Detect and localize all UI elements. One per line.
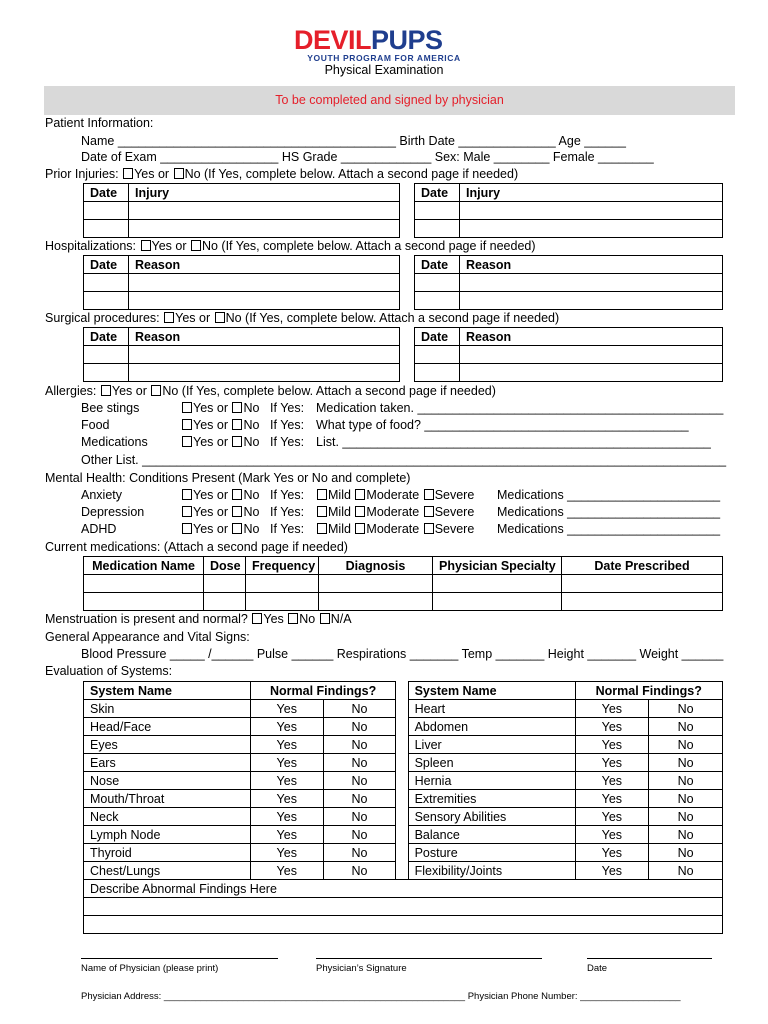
checkbox-mild[interactable]	[317, 489, 327, 500]
checkbox-mild[interactable]	[317, 523, 327, 534]
date-label: Date	[587, 963, 608, 974]
mental-health-label: Mental Health: Conditions Present (Mark Yes or No and complete)	[45, 471, 411, 485]
yes-text: Yes or	[193, 488, 232, 502]
table-cell[interactable]	[84, 202, 129, 220]
checkbox-moderate[interactable]	[355, 506, 365, 517]
column-gap	[396, 826, 408, 844]
physician-name-label: Name of Physician (please print)	[81, 963, 219, 974]
yes-option[interactable]: Yes	[250, 862, 323, 880]
hosp-yes-text: Yes or	[151, 239, 190, 253]
menstruation-na-checkbox[interactable]	[320, 613, 330, 624]
menstruation-yes-checkbox[interactable]	[252, 613, 262, 624]
no-text: No	[243, 522, 260, 536]
table-row	[84, 844, 723, 862]
table-cell[interactable]	[204, 593, 246, 611]
system-name-cell: Head/Face	[84, 718, 251, 736]
injuries-yes-checkbox[interactable]	[123, 168, 133, 179]
if-yes-label: If Yes:	[270, 418, 305, 432]
col-header-date-prescribed: Date Prescribed	[562, 557, 723, 575]
logo-devil: DEVIL	[294, 25, 372, 55]
date-line[interactable]	[587, 958, 712, 959]
table-cell[interactable]	[460, 220, 723, 238]
column-gap	[396, 772, 408, 790]
checkbox-mild[interactable]	[317, 506, 327, 517]
yes-text: Yes	[263, 612, 288, 626]
systems-table	[83, 681, 723, 934]
abnormal-findings-input[interactable]	[84, 898, 723, 916]
no-text: No	[243, 435, 260, 449]
abnormal-findings-label: Describe Abnormal Findings Here	[84, 880, 723, 898]
surg-label-text: Surgical procedures:	[45, 311, 164, 325]
allergies-no-checkbox[interactable]	[151, 385, 161, 396]
table-cell[interactable]	[204, 575, 246, 593]
surg-table-left	[83, 327, 400, 382]
col-header-system-name: System Name	[408, 682, 575, 700]
if-yes-label: If Yes:	[270, 401, 305, 415]
medications-line: Medications ______________________	[497, 505, 721, 519]
hosp-table-left	[83, 255, 400, 310]
allergies-label-text: Allergies:	[45, 384, 100, 398]
yes-option[interactable]: Yes	[250, 736, 323, 754]
no-option[interactable]: No	[649, 772, 723, 790]
table-cell[interactable]	[460, 346, 723, 364]
column-gap	[396, 808, 408, 826]
col-header-normal-findings: Normal Findings?	[575, 682, 723, 700]
col-header-date: Date	[84, 256, 129, 274]
systems-header-row	[84, 682, 723, 700]
injuries-yes-text: Yes or	[134, 167, 173, 181]
col-header-date: Date	[415, 184, 460, 202]
mental-item-name: Anxiety	[81, 488, 122, 502]
col-header-medication-name: Medication Name	[84, 557, 204, 575]
allergy-detail: List. _____________________________________________________	[316, 435, 711, 449]
yes-option[interactable]: Yes	[250, 826, 323, 844]
no-option[interactable]: No	[323, 772, 396, 790]
col-header-date: Date	[415, 328, 460, 346]
table-cell[interactable]	[84, 575, 204, 593]
checkbox-moderate[interactable]	[355, 523, 365, 534]
no-option[interactable]: No	[649, 736, 723, 754]
column-gap	[396, 736, 408, 754]
table-cell[interactable]	[433, 593, 562, 611]
yes-text: Yes or	[193, 401, 232, 415]
allergy-other: Other List. ____________________________________________________________________________________	[81, 453, 727, 467]
no-option[interactable]: No	[649, 808, 723, 826]
system-name-cell: Heart	[408, 700, 575, 718]
current-medications-label: Current medications: (Attach a second page if needed)	[45, 540, 348, 554]
checkbox-yes[interactable]	[182, 523, 192, 534]
no-option[interactable]: No	[323, 736, 396, 754]
patient-info-heading: Patient Information:	[45, 116, 154, 130]
allergy-item-yesno	[181, 401, 259, 416]
no-option[interactable]: No	[649, 862, 723, 880]
table-row	[84, 826, 723, 844]
yes-option[interactable]: Yes	[575, 862, 649, 880]
yes-option[interactable]: Yes	[575, 700, 649, 718]
yes-option[interactable]: Yes	[575, 826, 649, 844]
no-text: No	[243, 418, 260, 432]
table-cell[interactable]	[433, 575, 562, 593]
yes-option[interactable]: Yes	[575, 772, 649, 790]
table-cell[interactable]	[84, 364, 129, 382]
col-header-dose: Dose	[204, 557, 246, 575]
table-cell[interactable]	[415, 364, 460, 382]
vitals-row: Blood Pressure _____ /______ Pulse ______ Respirations _______ Temp _______ Height _______ Weight ______	[81, 647, 724, 661]
table-cell[interactable]	[84, 220, 129, 238]
surg-no-checkbox[interactable]	[215, 312, 225, 323]
no-option[interactable]: No	[323, 826, 396, 844]
injuries-no-text: No (If Yes, complete below. Attach a second page if needed)	[184, 167, 519, 181]
table-cell[interactable]	[460, 274, 723, 292]
severe-text: Severe	[434, 488, 475, 502]
mental-item-yesno	[181, 505, 259, 520]
injuries-table-left	[83, 183, 400, 238]
physician-signature-label: Physician’s Signature	[316, 963, 407, 974]
table-row	[84, 736, 723, 754]
checkbox-no[interactable]	[232, 523, 242, 534]
no-option[interactable]: No	[323, 808, 396, 826]
yes-option[interactable]: Yes	[575, 844, 649, 862]
moderate-text: Moderate	[366, 488, 423, 502]
no-option[interactable]: No	[323, 844, 396, 862]
yes-option[interactable]: Yes	[250, 754, 323, 772]
hosp-label-text: Hospitalizations:	[45, 239, 140, 253]
system-name-cell: Flexibility/Joints	[408, 862, 575, 880]
system-name-cell: Chest/Lungs	[84, 862, 251, 880]
if-yes-label: If Yes:	[270, 435, 305, 449]
logo-pups: PUPS	[371, 25, 443, 55]
mental-item-yesno	[181, 522, 259, 537]
yes-option[interactable]: Yes	[575, 718, 649, 736]
yes-text: Yes or	[193, 418, 232, 432]
checkbox-severe[interactable]	[424, 489, 434, 500]
injuries-label-text: Prior Injuries:	[45, 167, 123, 181]
checkbox-no[interactable]	[232, 419, 242, 430]
allergy-item-name: Food	[81, 418, 110, 432]
system-name-cell: Neck	[84, 808, 251, 826]
table-cell[interactable]	[562, 575, 723, 593]
systems-label: Evaluation of Systems:	[45, 664, 173, 678]
col-header-date: Date	[84, 184, 129, 202]
system-name-cell: Hernia	[408, 772, 575, 790]
na-text: N/A	[330, 612, 352, 626]
column-gap	[396, 790, 408, 808]
checkbox-yes[interactable]	[182, 489, 192, 500]
hosp-yes-checkbox[interactable]	[141, 240, 151, 251]
col-header-frequency: Frequency	[246, 557, 319, 575]
col-header-diagnosis: Diagnosis	[319, 557, 433, 575]
yes-option[interactable]: Yes	[575, 754, 649, 772]
hosp-table-right	[414, 255, 723, 310]
column-gap	[396, 700, 408, 718]
yes-option[interactable]: Yes	[575, 808, 649, 826]
menstruation-row	[45, 612, 352, 627]
severity-options	[316, 522, 474, 537]
mild-text: Mild	[328, 522, 355, 536]
if-yes-label: If Yes:	[270, 505, 305, 519]
allergy-item-name: Bee stings	[81, 401, 140, 415]
table-cell[interactable]	[415, 202, 460, 220]
no-option[interactable]: No	[649, 754, 723, 772]
col-header-reason: Reason	[129, 328, 400, 346]
physician-signature-line[interactable]	[316, 958, 542, 959]
no-option[interactable]: No	[649, 700, 723, 718]
table-cell[interactable]	[319, 575, 433, 593]
yes-option[interactable]: Yes	[575, 736, 649, 754]
if-yes-label: If Yes:	[270, 488, 305, 502]
moderate-text: Moderate	[366, 505, 423, 519]
yes-option[interactable]: Yes	[250, 700, 323, 718]
system-name-cell: Extremities	[408, 790, 575, 808]
medications-line: Medications ______________________	[497, 522, 721, 536]
medications-table	[83, 556, 723, 611]
checkbox-yes[interactable]	[182, 419, 192, 430]
allergies-no-text: No (If Yes, complete below. Attach a second page if needed)	[162, 384, 496, 398]
table-cell[interactable]	[460, 364, 723, 382]
yes-option[interactable]: Yes	[250, 808, 323, 826]
allergy-item-yesno	[181, 435, 259, 450]
col-header-reason: Reason	[460, 328, 723, 346]
system-name-cell: Posture	[408, 844, 575, 862]
table-cell[interactable]	[84, 346, 129, 364]
col-header-normal-findings: Normal Findings?	[250, 682, 395, 700]
allergies-yes-checkbox[interactable]	[101, 385, 111, 396]
checkbox-severe[interactable]	[424, 523, 434, 534]
column-gap	[396, 718, 408, 736]
abnormal-findings-input[interactable]	[84, 916, 723, 934]
table-cell[interactable]	[319, 593, 433, 611]
col-header-injury: Injury	[460, 184, 723, 202]
injuries-no-checkbox[interactable]	[174, 168, 184, 179]
mental-item-name: Depression	[81, 505, 145, 519]
table-cell[interactable]	[129, 274, 400, 292]
hosp-no-checkbox[interactable]	[191, 240, 201, 251]
patient-row-name: Name ________________________________________ Birth Date ______________ Age ______	[81, 134, 626, 148]
no-option[interactable]: No	[649, 826, 723, 844]
yes-text: Yes or	[193, 522, 232, 536]
system-name-cell: Spleen	[408, 754, 575, 772]
table-cell[interactable]	[562, 593, 723, 611]
allergies-label	[45, 384, 496, 399]
checkbox-yes[interactable]	[182, 506, 192, 517]
table-row	[84, 700, 723, 718]
injuries-table-right	[414, 183, 723, 238]
yes-option[interactable]: Yes	[250, 790, 323, 808]
table-cell[interactable]	[129, 364, 400, 382]
column-gap	[396, 844, 408, 862]
col-header-injury: Injury	[129, 184, 400, 202]
physician-address-row: Physician Address: _________________________________________________________ Physician Phone Number: ___________________	[81, 991, 681, 1002]
table-cell[interactable]	[84, 292, 129, 310]
no-option[interactable]: No	[649, 790, 723, 808]
allergy-detail: Medication taken. ____________________________________________	[316, 401, 724, 415]
severe-text: Severe	[434, 522, 475, 536]
table-cell[interactable]	[415, 274, 460, 292]
table-cell[interactable]	[415, 220, 460, 238]
col-header-date: Date	[415, 256, 460, 274]
table-cell[interactable]	[84, 274, 129, 292]
severe-text: Severe	[434, 505, 475, 519]
surg-no-text: No (If Yes, complete below. Attach a second page if needed)	[225, 311, 560, 325]
table-row	[84, 862, 723, 880]
yes-text: Yes or	[193, 505, 232, 519]
no-option[interactable]: No	[323, 700, 396, 718]
surg-yes-text: Yes or	[175, 311, 214, 325]
col-header-reason: Reason	[460, 256, 723, 274]
system-name-cell: Nose	[84, 772, 251, 790]
surgical-label	[45, 311, 559, 326]
abnormal-findings-row	[84, 880, 723, 898]
checkbox-no[interactable]	[232, 489, 242, 500]
system-name-cell: Mouth/Throat	[84, 790, 251, 808]
surg-yes-checkbox[interactable]	[164, 312, 174, 323]
allergy-detail: What type of food? ______________________________________	[316, 418, 689, 432]
no-text: No	[243, 401, 260, 415]
injuries-label	[45, 167, 518, 182]
mild-text: Mild	[328, 488, 355, 502]
system-name-cell: Thyroid	[84, 844, 251, 862]
system-name-cell: Ears	[84, 754, 251, 772]
table-cell[interactable]	[84, 593, 204, 611]
table-cell[interactable]	[246, 575, 319, 593]
table-cell[interactable]	[460, 292, 723, 310]
mild-text: Mild	[328, 505, 355, 519]
yes-option[interactable]: Yes	[250, 718, 323, 736]
severity-options	[316, 488, 474, 503]
no-option[interactable]: No	[649, 718, 723, 736]
page-title: Physical Examination	[324, 63, 444, 77]
col-header-reason: Reason	[129, 256, 400, 274]
vitals-label: General Appearance and Vital Signs:	[45, 630, 250, 644]
surg-table-right	[414, 327, 723, 382]
system-name-cell: Balance	[408, 826, 575, 844]
allergy-item-name: Medications	[81, 435, 148, 449]
column-gap	[396, 754, 408, 772]
physician-name-line[interactable]	[81, 958, 278, 959]
yes-option[interactable]: Yes	[250, 772, 323, 790]
if-yes-label: If Yes:	[270, 522, 305, 536]
no-option[interactable]: No	[323, 790, 396, 808]
hosp-no-text: No (If Yes, complete below. Attach a second page if needed)	[201, 239, 536, 253]
system-name-cell: Liver	[408, 736, 575, 754]
system-name-cell: Lymph Node	[84, 826, 251, 844]
mental-item-name: ADHD	[81, 522, 117, 536]
instruction-banner	[44, 86, 735, 115]
checkbox-moderate[interactable]	[355, 489, 365, 500]
table-cell[interactable]	[246, 593, 319, 611]
system-name-cell: Abdomen	[408, 718, 575, 736]
system-name-cell: Skin	[84, 700, 251, 718]
no-option[interactable]: No	[649, 844, 723, 862]
system-name-cell: Eyes	[84, 736, 251, 754]
allergies-yes-text: Yes or	[111, 384, 151, 398]
patient-row-exam: Date of Exam _________________ HS Grade _____________ Sex: Male ________ Female ________	[81, 150, 654, 164]
mental-item-yesno	[181, 488, 259, 503]
table-cell[interactable]	[129, 346, 400, 364]
severity-options	[316, 505, 474, 520]
menstruation-label: Menstruation is present and normal?	[45, 612, 252, 626]
checkbox-severe[interactable]	[424, 506, 434, 517]
checkbox-no[interactable]	[232, 402, 242, 413]
table-cell[interactable]	[415, 292, 460, 310]
no-text: No	[243, 505, 260, 519]
abnormal-findings-line	[84, 898, 723, 916]
table-row	[84, 718, 723, 736]
logo-tagline: YOUTH PROGRAM FOR AMERICA	[307, 53, 461, 63]
allergy-item-yesno	[181, 418, 259, 433]
col-header-system-name: System Name	[84, 682, 251, 700]
menstruation-no-checkbox[interactable]	[288, 613, 298, 624]
col-header-physician-specialty: Physician Specialty	[433, 557, 562, 575]
abnormal-findings-line	[84, 916, 723, 934]
no-text: No	[299, 612, 319, 626]
checkbox-yes[interactable]	[182, 436, 192, 447]
column-gap	[396, 682, 408, 700]
col-header-date: Date	[84, 328, 129, 346]
yes-text: Yes or	[193, 435, 232, 449]
table-cell[interactable]	[415, 346, 460, 364]
table-cell[interactable]	[129, 220, 400, 238]
banner-text: To be completed and signed by physician	[275, 93, 504, 107]
table-row	[84, 808, 723, 826]
column-gap	[396, 862, 408, 880]
table-cell[interactable]	[460, 202, 723, 220]
no-option[interactable]: No	[323, 754, 396, 772]
no-option[interactable]: No	[323, 862, 396, 880]
yes-option[interactable]: Yes	[575, 790, 649, 808]
table-cell[interactable]	[129, 202, 400, 220]
checkbox-no[interactable]	[232, 436, 242, 447]
system-name-cell: Sensory Abilities	[408, 808, 575, 826]
table-row	[84, 754, 723, 772]
no-text: No	[243, 488, 260, 502]
moderate-text: Moderate	[366, 522, 423, 536]
checkbox-yes[interactable]	[182, 402, 192, 413]
table-cell[interactable]	[129, 292, 400, 310]
yes-option[interactable]: Yes	[250, 844, 323, 862]
no-option[interactable]: No	[323, 718, 396, 736]
table-row	[84, 790, 723, 808]
hospitalizations-label	[45, 239, 536, 254]
table-row	[84, 772, 723, 790]
medications-line: Medications ______________________	[497, 488, 721, 502]
checkbox-no[interactable]	[232, 506, 242, 517]
